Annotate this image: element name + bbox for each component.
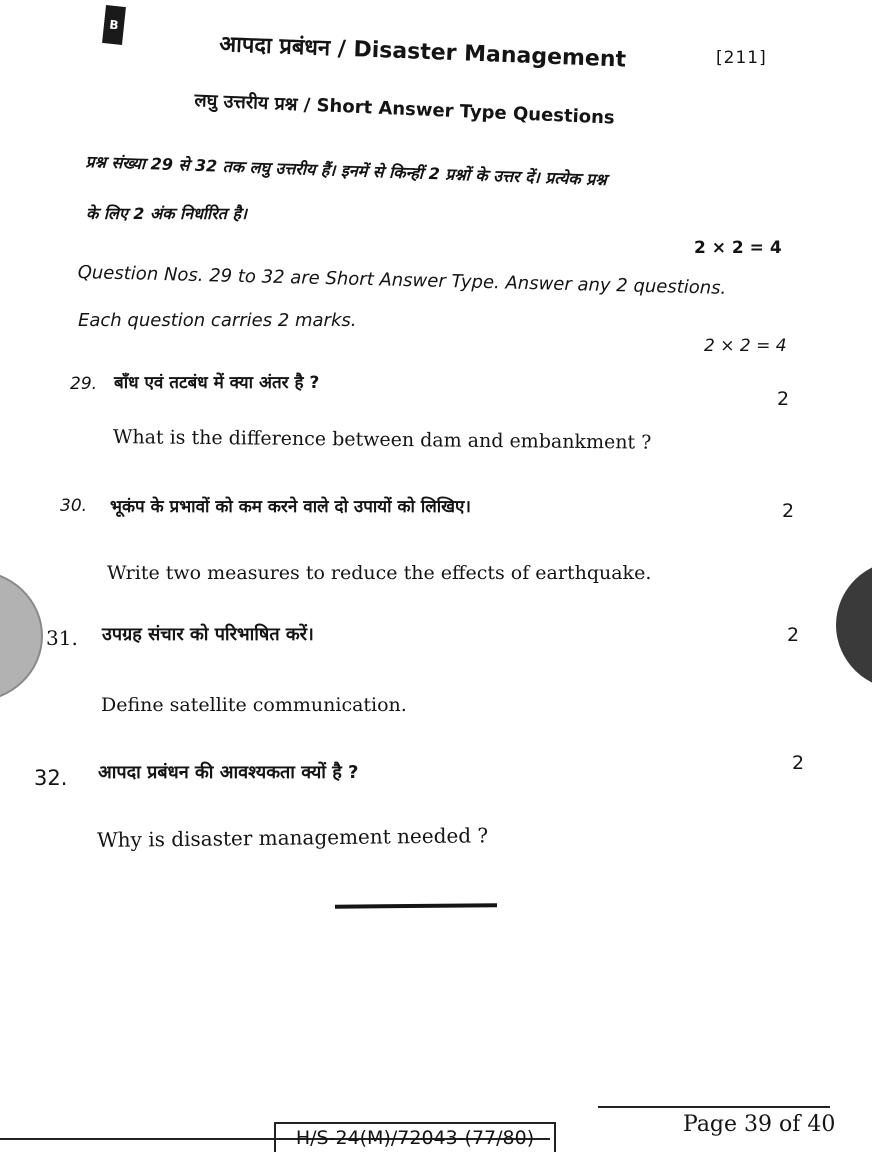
question-number: 31.: [46, 626, 78, 650]
instructions-english-marks: 2 × 2 = 4: [704, 336, 787, 356]
question-marks: 2: [787, 624, 800, 646]
question-marks: 2: [782, 500, 795, 522]
thumb-right: [836, 560, 872, 690]
instructions-english-line2: Each question carries 2 marks.: [78, 310, 357, 331]
corner-mark: B: [102, 5, 126, 45]
footer-paper-code: H/S-24(M)/72043-(77/80): [274, 1122, 556, 1152]
question-hindi: आपदा प्रबंधन की आवश्यकता क्यों है ?: [98, 762, 359, 783]
question-marks: 2: [777, 388, 790, 410]
thumb-left: [0, 570, 43, 702]
question-number: 29.: [70, 374, 98, 394]
instructions-hindi-line1: प्रश्न संख्या 29 से 32 तक लघु उत्तरीय हैं। इनमें से किन्हीं 2 प्रश्नों के उत्तर दें। प्रत्येक प्रश्न: [85, 151, 607, 190]
page-title: आपदा प्रबंधन / Disaster Management: [218, 31, 627, 73]
question-number: 30.: [60, 496, 88, 516]
question-marks: 2: [792, 752, 805, 774]
instructions-hindi-line2: के लिए 2 अंक निर्धारित है।: [86, 204, 248, 223]
question-hindi: उपग्रह संचार को परिभाषित करें।: [102, 624, 314, 645]
instructions-hindi-marks: 2 × 2 = 4: [694, 238, 782, 258]
question-number: 32.: [34, 766, 68, 790]
footer-rule: [598, 1106, 830, 1108]
paper-code-header: [211]: [716, 48, 767, 68]
section-subtitle: लघु उत्तरीय प्रश्न / Short Answer Type Questions: [194, 89, 616, 129]
question-hindi: बाँध एवं तटबंध में क्या अंतर है ?: [114, 373, 320, 393]
end-divider: [335, 903, 497, 908]
question-hindi: भूकंप के प्रभावों को कम करने वाले दो उपायों को लिखिए।: [110, 497, 471, 517]
question-english: Why is disaster management needed ?: [97, 823, 489, 852]
instructions-english-line1: Question Nos. 29 to 32 are Short Answer Type. Answer any 2 questions.: [77, 262, 727, 299]
question-english: Define satellite communication.: [101, 694, 407, 716]
question-english: What is the difference between dam and embankment ?: [112, 426, 652, 454]
question-english: Write two measures to reduce the effects of earthquake.: [107, 562, 652, 584]
page-number: Page 39 of 40: [683, 1112, 836, 1137]
